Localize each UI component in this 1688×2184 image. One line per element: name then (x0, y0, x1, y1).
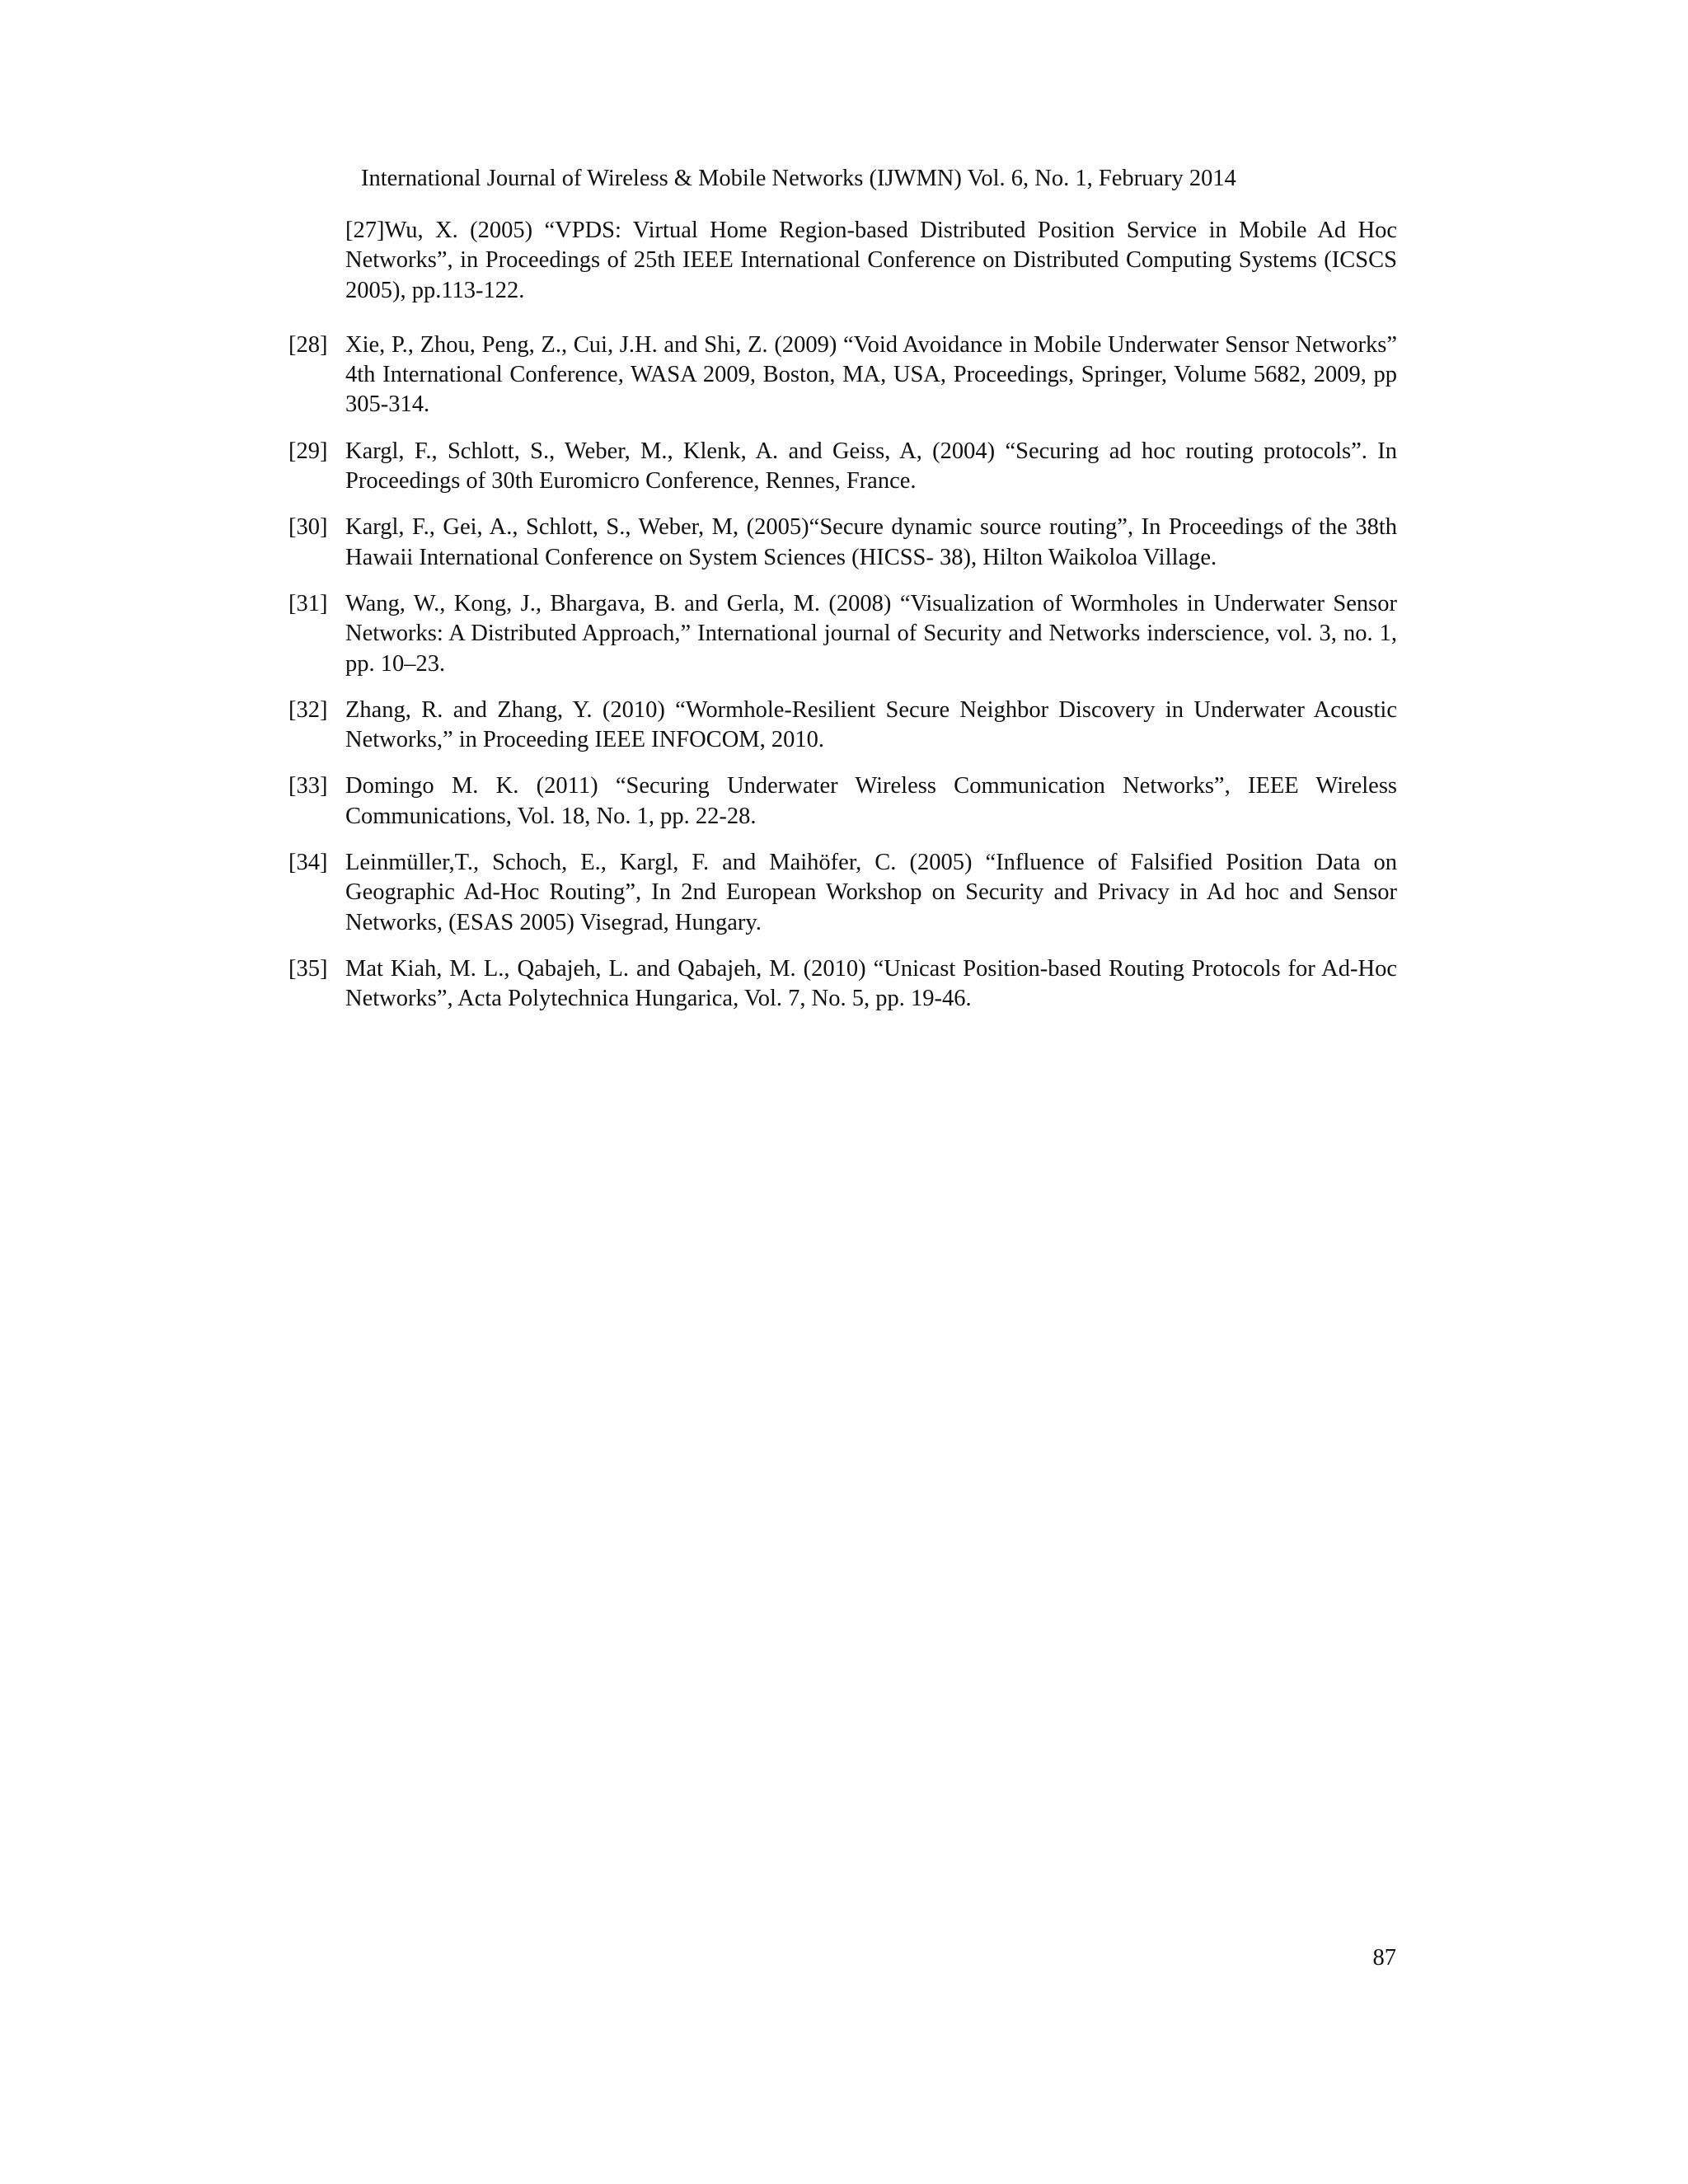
reference-number: [29] (288, 438, 328, 464)
reference-number: [34] (288, 850, 328, 876)
reference-text: Wang, W., Kong, J., Bhargava, B. and Gerla, M. (2008) “Visualization of Wormholes in Underwater Sensor Networks: A Distributed Approach,” International journal of Security and Networks inderscience, vol. 3, no. 1, pp. 10–23. (345, 590, 1397, 677)
reference-text: Kargl, F., Gei, A., Schlott, S., Weber, M, (2005)“Secure dynamic source routing”, In Proceedings of the 38th Hawaii International Conference on System Sciences (HICSS- 38), Hilton Waikoloa Village. (345, 514, 1397, 570)
reference-27: [27]Wu, X. (2005) “VPDS: Virtual Home Region-based Distributed Position Service in Mobile Ad Hoc Networks”, in Proceedings of 25th IEEE International Conference on Distributed Computing Systems (ICSCS 2005), pp.113-122. (345, 218, 1397, 303)
reference-text: Kargl, F., Schlott, S., Weber, M., Klenk, A. and Geiss, A, (2004) “Securing ad hoc routing protocols”. In Proceedings of 30th Euromicro Conference, Rennes, France. (345, 438, 1397, 494)
reference-33 (288, 771, 1397, 832)
reference-list (288, 216, 1397, 1031)
reference-number: [30] (288, 514, 328, 541)
reference-number: [28] (288, 331, 328, 358)
reference-text: Domingo M. K. (2011) “Securing Underwater Wireless Communication Networks”, IEEE Wireless Communications, Vol. 18, No. 1, pp. 22-28. (345, 773, 1397, 829)
reference-31 (288, 589, 1397, 679)
reference-number: [32] (288, 696, 328, 723)
running-header: International Journal of Wireless & Mobile Networks (IJWMN) Vol. 6, No. 1, February 2014 (361, 166, 1236, 191)
reference-text: Leinmüller,T., Schoch, E., Kargl, F. and Maihöfer, C. (2005) “Influence of Falsified Position Data on Geographic Ad-Hoc Routing”, In 2nd European Workshop on Security and Privacy in Ad hoc and Sensor Networks, (ESAS 2005) Visegrad, Hungary. (345, 850, 1397, 935)
page-number: 87 (1372, 1945, 1396, 1971)
reference-number: [33] (288, 773, 328, 799)
reference-number: [31] (288, 590, 328, 616)
reference-text: Xie, P., Zhou, Peng, Z., Cui, J.H. and Shi, Z. (2009) “Void Avoidance in Mobile Underwater Sensor Networks” 4th International Conference, WASA 2009, Boston, MA, USA, Proceedings, Springer, Volume 5682, 2009, pp 305-314. (345, 331, 1397, 418)
reference-30 (288, 513, 1397, 573)
reference-number: [35] (288, 955, 328, 982)
reference-35 (288, 954, 1397, 1015)
reference-34 (288, 848, 1397, 938)
reference-text: Mat Kiah, M. L., Qabajeh, L. and Qabajeh, M. (2010) “Unicast Position-based Routing Protocols for Ad-Hoc Networks”, Acta Polytechnica Hungarica, Vol. 7, No. 5, pp. 19-46. (345, 955, 1397, 1012)
reference-29 (288, 437, 1397, 497)
reference-32 (288, 696, 1397, 756)
reference-28 (288, 330, 1397, 420)
reference-text: Zhang, R. and Zhang, Y. (2010) “Wormhole-Resilient Secure Neighbor Discovery in Underwater Acoustic Networks,” in Proceeding IEEE INFOCOM, 2010. (345, 696, 1397, 753)
